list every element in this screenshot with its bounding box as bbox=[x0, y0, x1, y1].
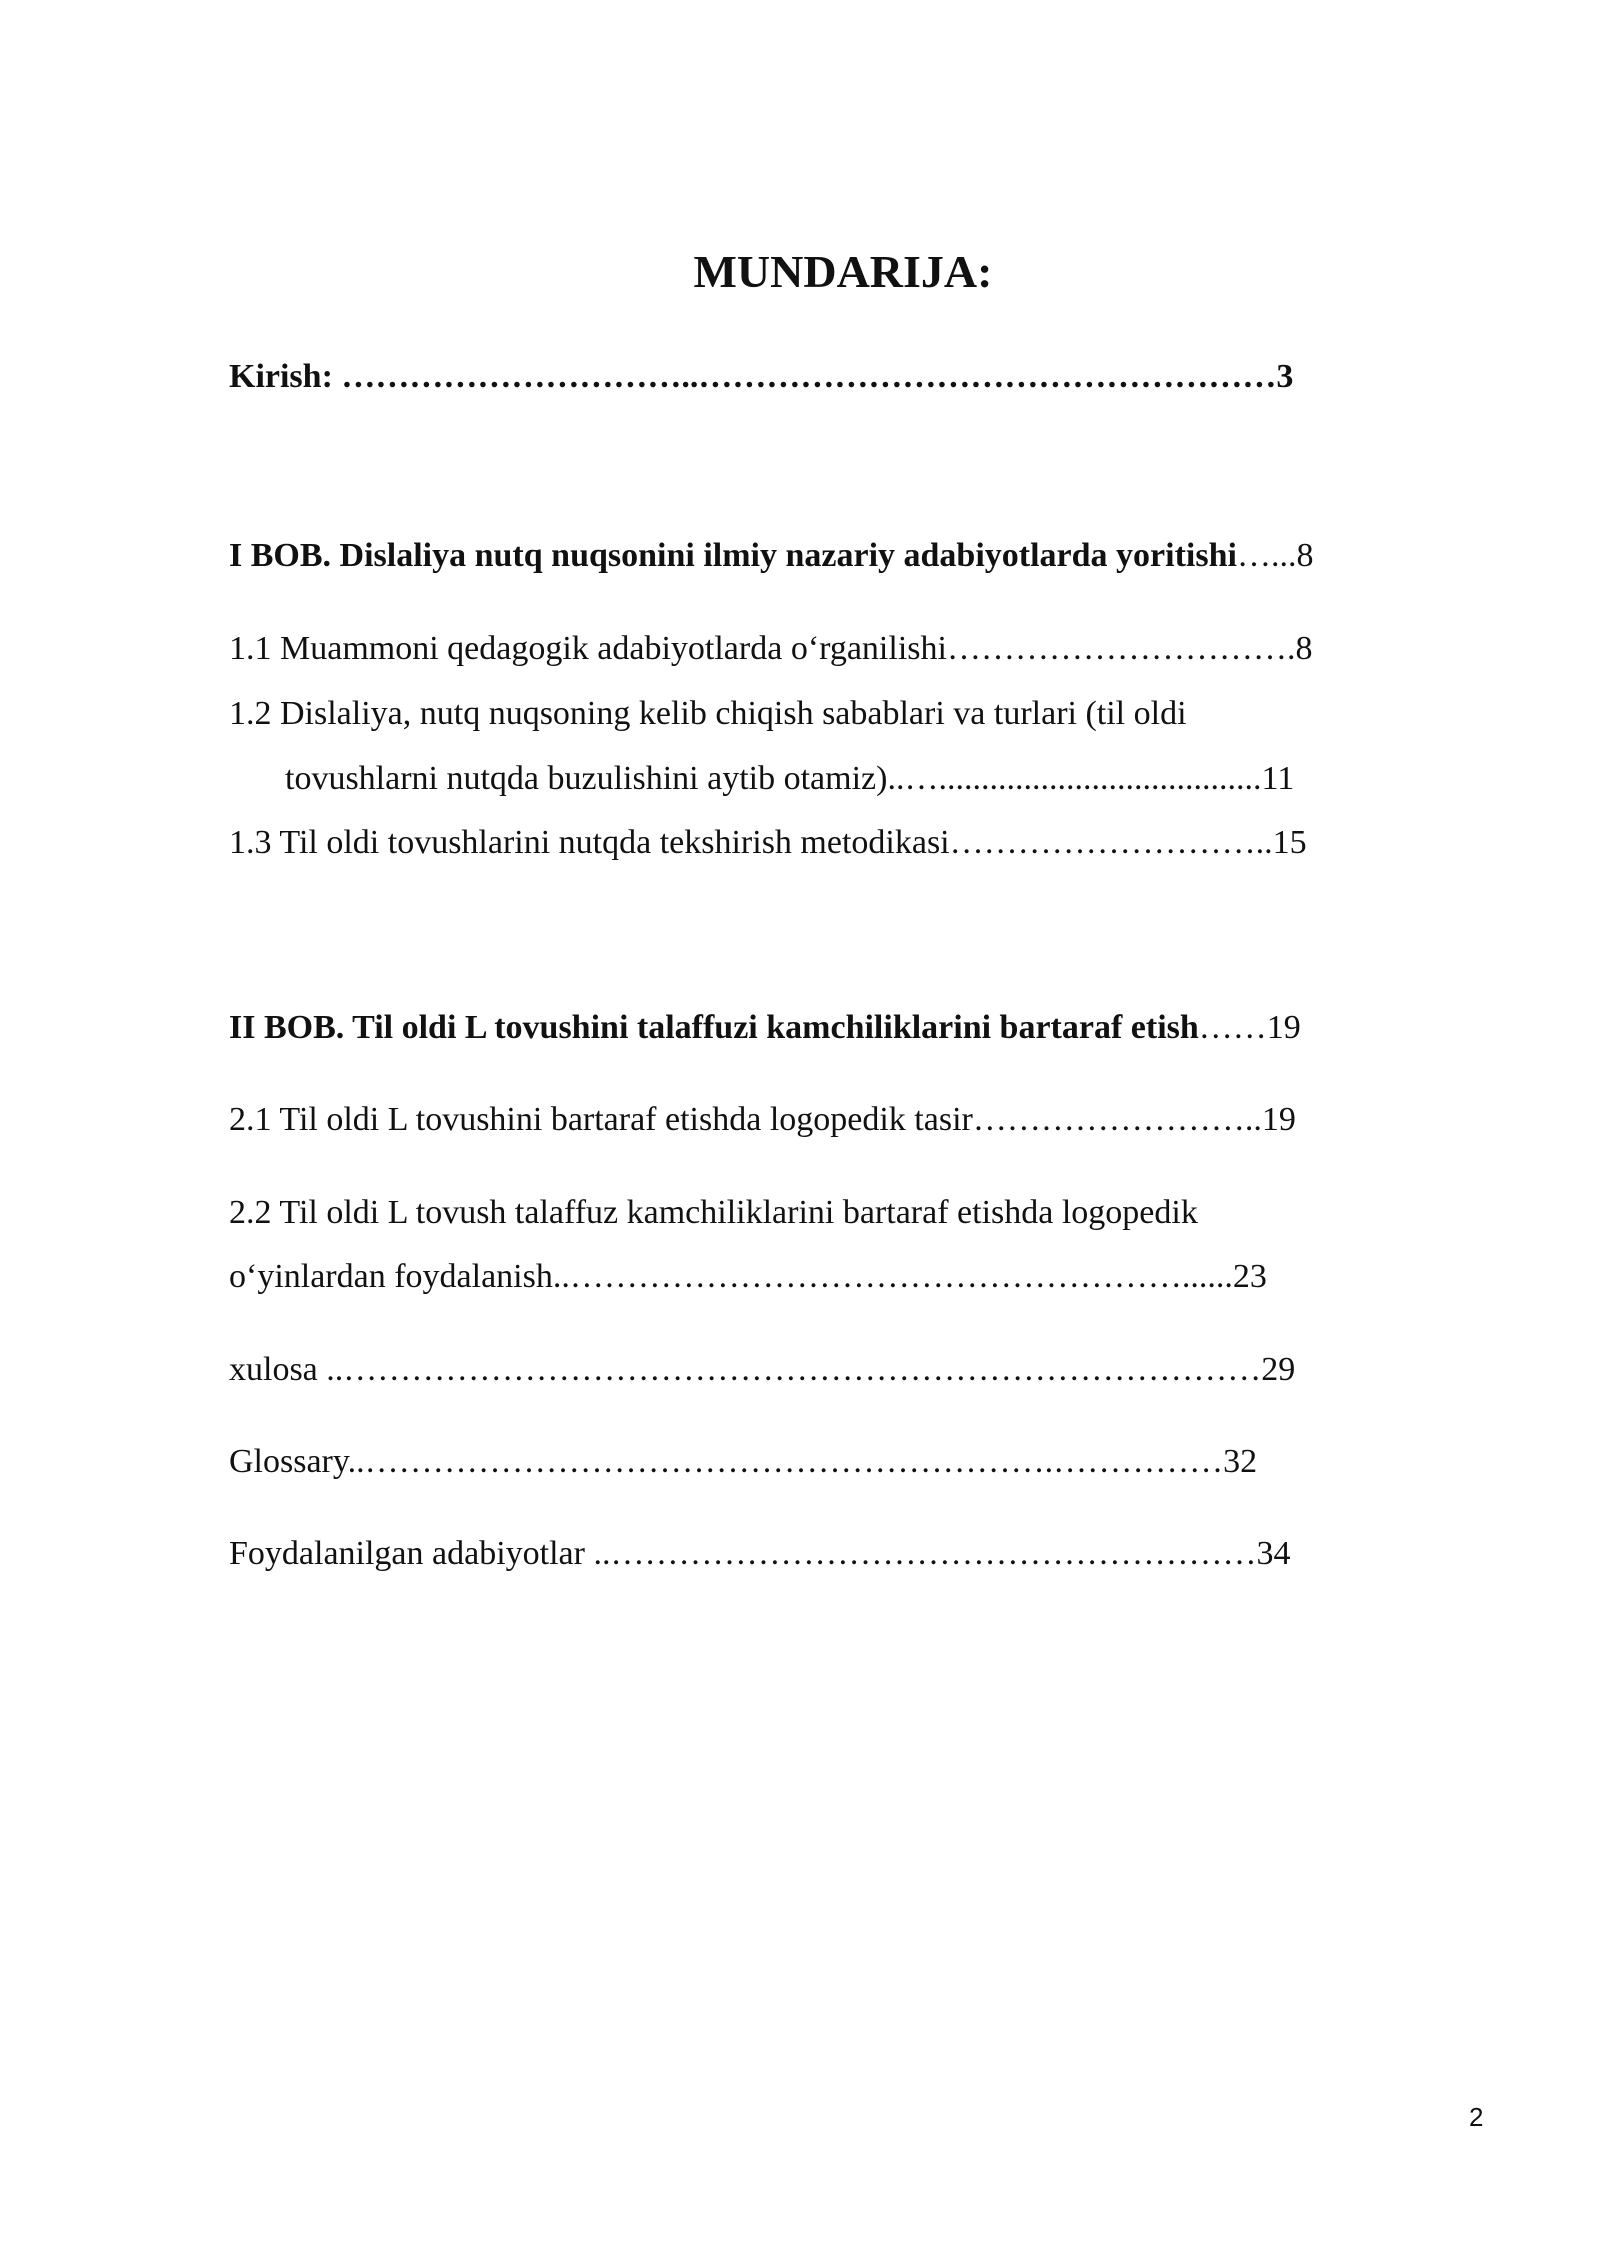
toc-entry-references: Foydalanilgan adabiyotlar ..…………………………………………………34 bbox=[229, 1535, 1291, 1572]
toc-entry-1-2-line-2: tovushlarni nutqda buzulishini aytib otamiz)..…......................................11 bbox=[285, 760, 1295, 797]
toc-entry-conclusion: xulosa ..………………………………………………………………………29 bbox=[229, 1351, 1296, 1388]
toc-chapter-2-heading: II BOB. Til oldi L tovushini talaffuzi kamchiliklarini bartaraf etish bbox=[229, 1009, 1199, 1046]
toc-entry-chapter-2 bbox=[229, 1004, 1301, 1052]
page-title: MUNDARIJA: bbox=[693, 246, 993, 297]
toc-entry-glossary: Glossary..…………………………………………………….……………32 bbox=[229, 1443, 1258, 1480]
toc-entry-2-2-line-1: 2.2 Til oldi L tovush talaffuz kamchiliklarini bartaraf etishda logopedik bbox=[229, 1194, 1198, 1231]
page-number: 2 bbox=[1469, 2102, 1484, 2132]
toc-entry-2-1: 2.1 Til oldi L tovushini bartaraf etishda logopedik tasir……………………..19 bbox=[229, 1101, 1296, 1138]
toc-entry-2-2-line-2: o‘yinlardan foydalanish..………………………………………………......23 bbox=[229, 1258, 1267, 1295]
toc-entry-1-2-line-1: 1.2 Dislaliya, nutq nuqsoning kelib chiqish sabablari va turlari (til oldi bbox=[229, 695, 1187, 732]
toc-entry-intro bbox=[229, 353, 1293, 401]
toc-entry-1-1: 1.1 Muammoni qedagogik adabiyotlarda o‘rganilishi………………………….8 bbox=[229, 630, 1313, 667]
toc-entry-intro-heading: Kirish: bbox=[229, 358, 342, 395]
toc-chapter-1-heading: I BOB. Dislaliya nutq nuqsonini ilmiy nazariy adabiyotlarda yoritishi bbox=[229, 537, 1237, 574]
toc-entry-intro-leader: …………………………..……………………………………………3 bbox=[341, 358, 1294, 395]
toc-entry-chapter-1 bbox=[229, 532, 1313, 580]
toc-chapter-2-leader: ……19 bbox=[1198, 1009, 1301, 1046]
toc-chapter-1-leader: …...8 bbox=[1236, 537, 1314, 574]
toc-entry-1-3: 1.3 Til oldi tovushlarini nutqda tekshirish metodikasi………………………..15 bbox=[229, 824, 1307, 861]
